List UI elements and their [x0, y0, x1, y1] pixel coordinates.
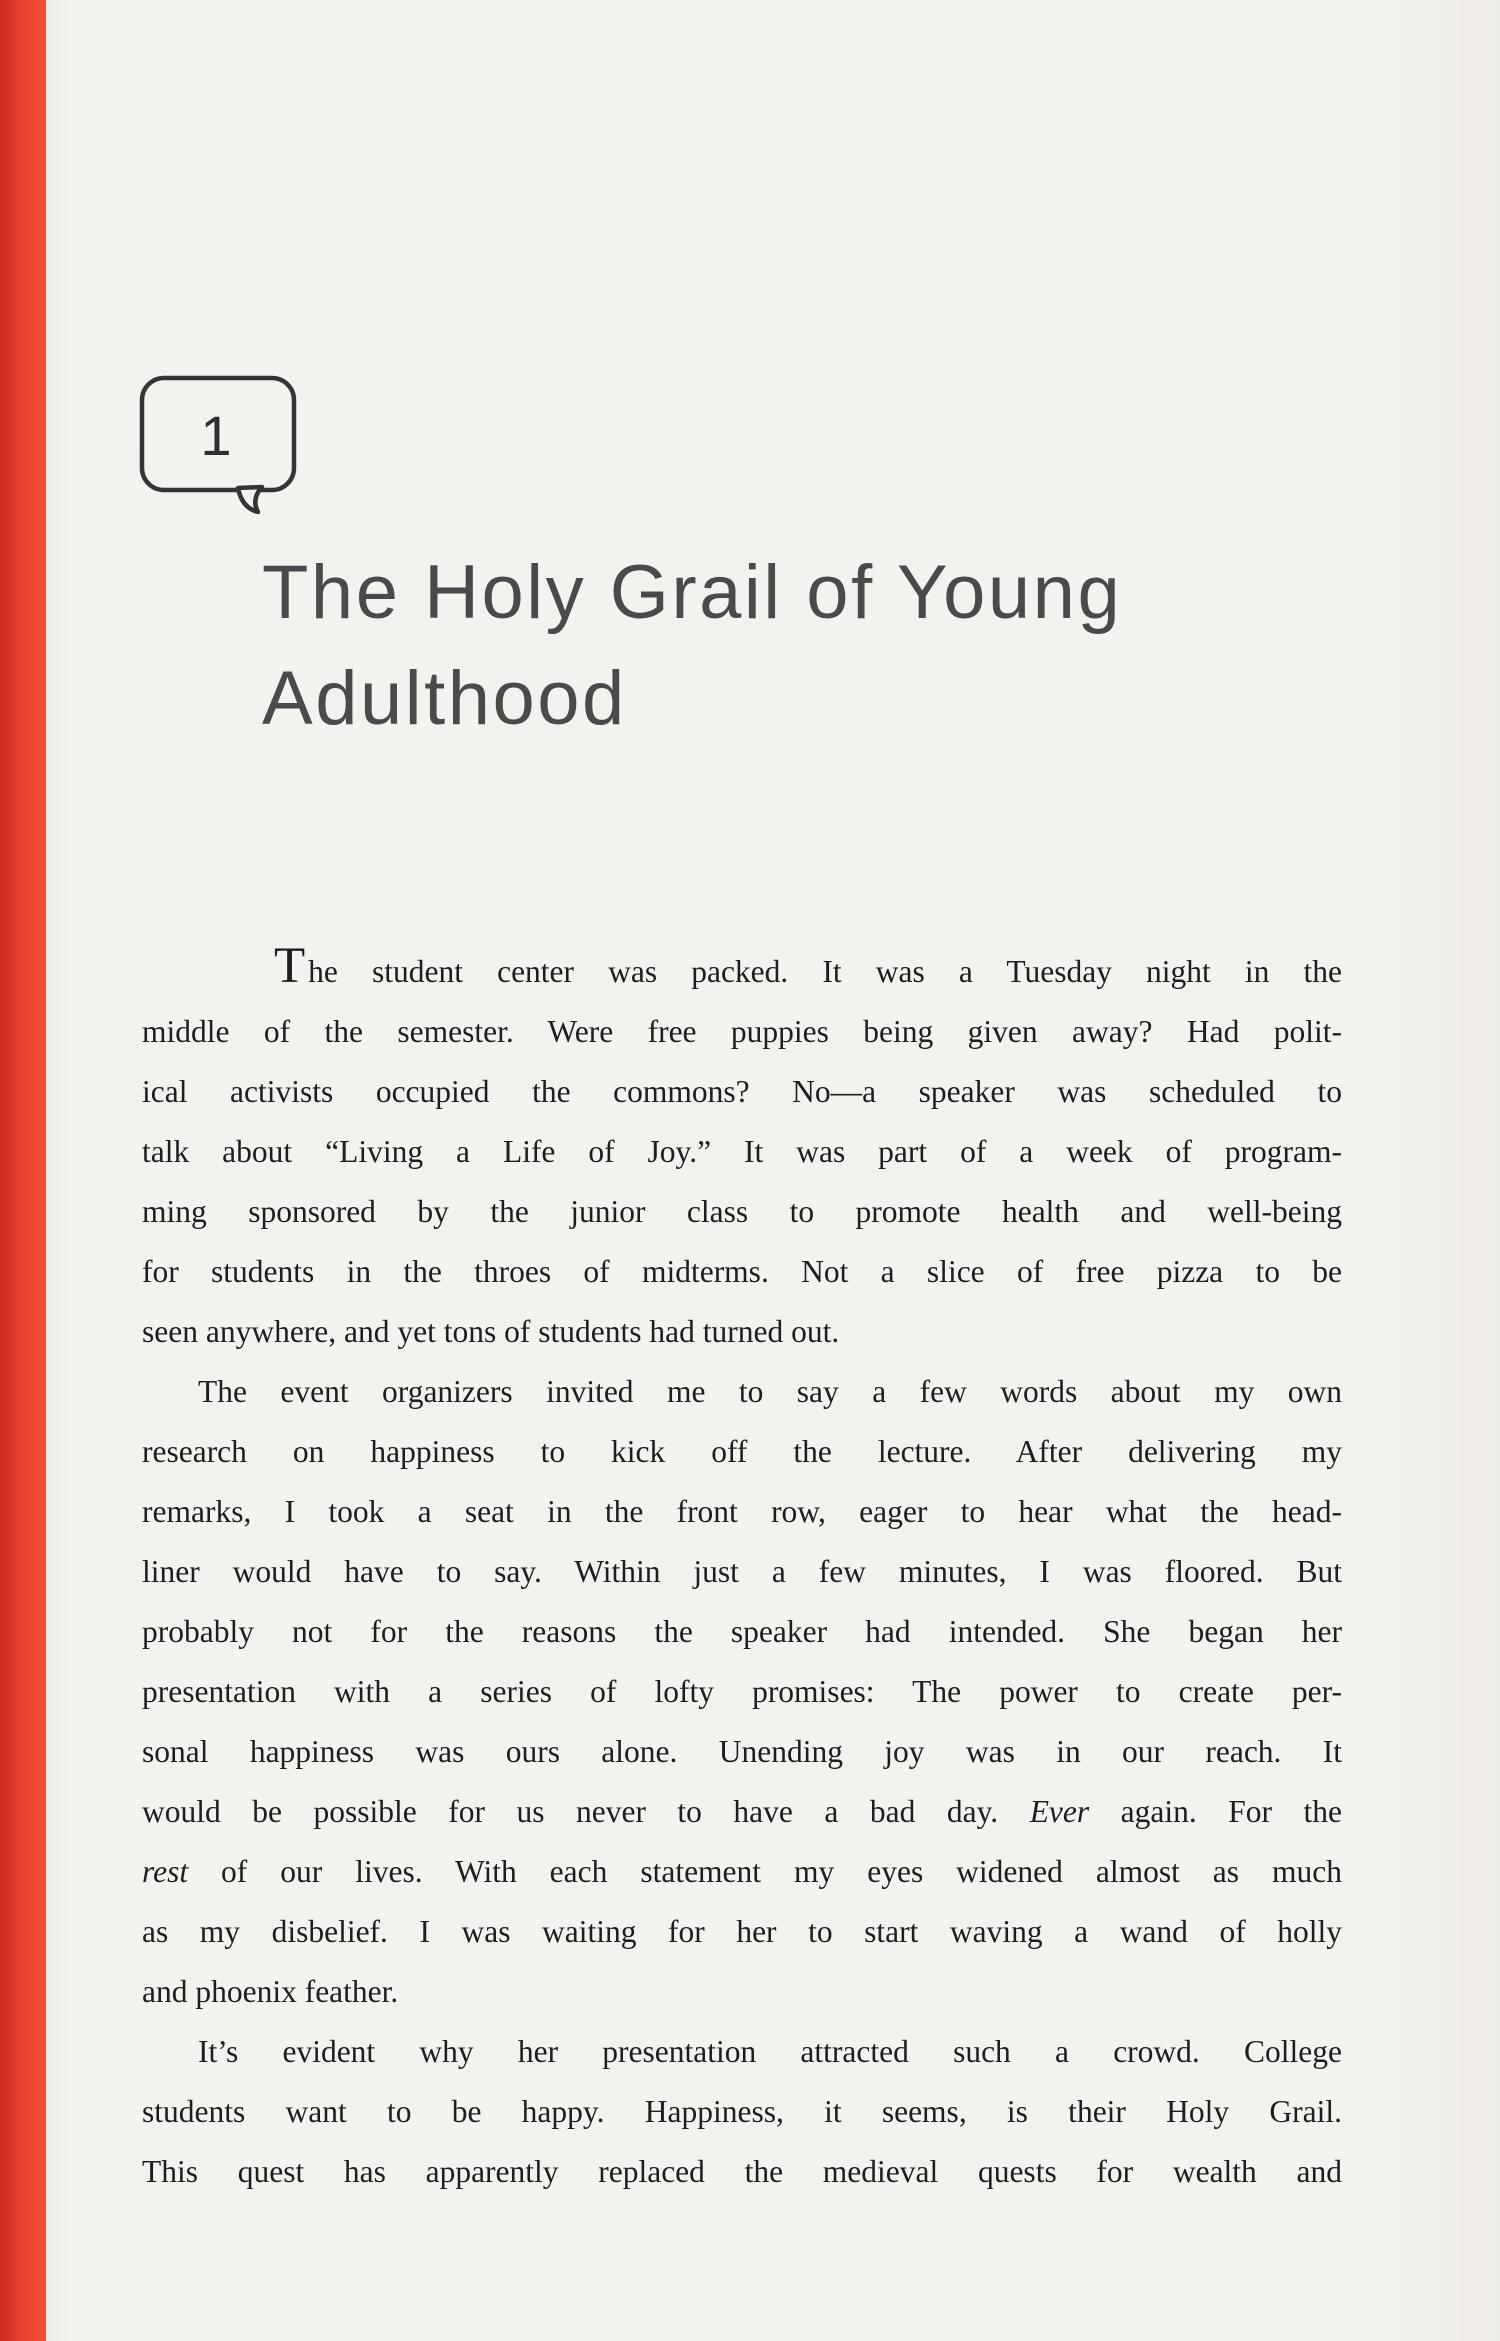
body-line: sonal happiness was ours alone. Unending joy was in our reach. It [142, 1734, 1342, 1769]
body-line [142, 1842, 1342, 1902]
body-line-text: he student center was packed. It was a Tuesday night in the [308, 954, 1342, 989]
chapter-title-line1: The Holy Grail of Young [262, 550, 1123, 635]
dropcap-initial: T [274, 938, 306, 994]
body-line: students want to be happy. Happiness, it seems, is their Holy Grail. [142, 2094, 1342, 2129]
italic-word: Ever [1029, 1794, 1090, 1829]
body-line: seen anywhere, and yet tons of students had turned out. [142, 1314, 840, 1349]
chapter-title [262, 540, 1122, 752]
body-line: ming sponsored by the junior class to promote health and well-being [142, 1194, 1342, 1229]
body-line: This quest has apparently replaced the medieval quests for wealth and [142, 2154, 1342, 2189]
body-line: The event organizers invited me to say a few words about my own [198, 1374, 1342, 1409]
body-line: liner would have to say. Within just a few minutes, I was floored. But [142, 1554, 1342, 1589]
chapter-number-bubble [138, 372, 308, 517]
body-line: research on happiness to kick off the lecture. After delivering my [142, 1434, 1342, 1469]
body-line: presentation with a series of lofty promises: The power to create per- [142, 1674, 1342, 1709]
body-text [142, 938, 1342, 2202]
body-line: as my disbelief. I was waiting for her to start waving a wand of holly [142, 1914, 1342, 1949]
body-line-text: would be possible for us never to have a bad day. [142, 1794, 1030, 1829]
italic-word: rest [142, 1854, 189, 1889]
chapter-title-line2: Adulthood [262, 656, 627, 741]
body-line: remarks, I took a seat in the front row, eager to hear what the head- [142, 1494, 1342, 1529]
body-line [142, 1782, 1342, 1842]
body-line: middle of the semester. Were free puppies being given away? Had polit- [142, 1014, 1342, 1049]
body-line: for students in the throes of midterms. Not a slice of free pizza to be [142, 1254, 1342, 1289]
body-line: and phoenix feather. [142, 1974, 399, 2009]
body-line-text: of our lives. With each statement my eyes widened almost as much [188, 1854, 1342, 1889]
body-line [142, 938, 1342, 1002]
chapter-number: 1 [200, 403, 232, 467]
body-line: probably not for the reasons the speaker had intended. She began her [142, 1614, 1342, 1649]
body-line-text: again. For the [1089, 1794, 1342, 1829]
body-line: It’s evident why her presentation attracted such a crowd. College [198, 2034, 1342, 2069]
book-spine-red-edge [0, 0, 46, 2341]
body-line: ical activists occupied the commons? No—a speaker was scheduled to [142, 1074, 1342, 1109]
body-line: talk about “Living a Life of Joy.” It was part of a week of program- [142, 1134, 1342, 1169]
